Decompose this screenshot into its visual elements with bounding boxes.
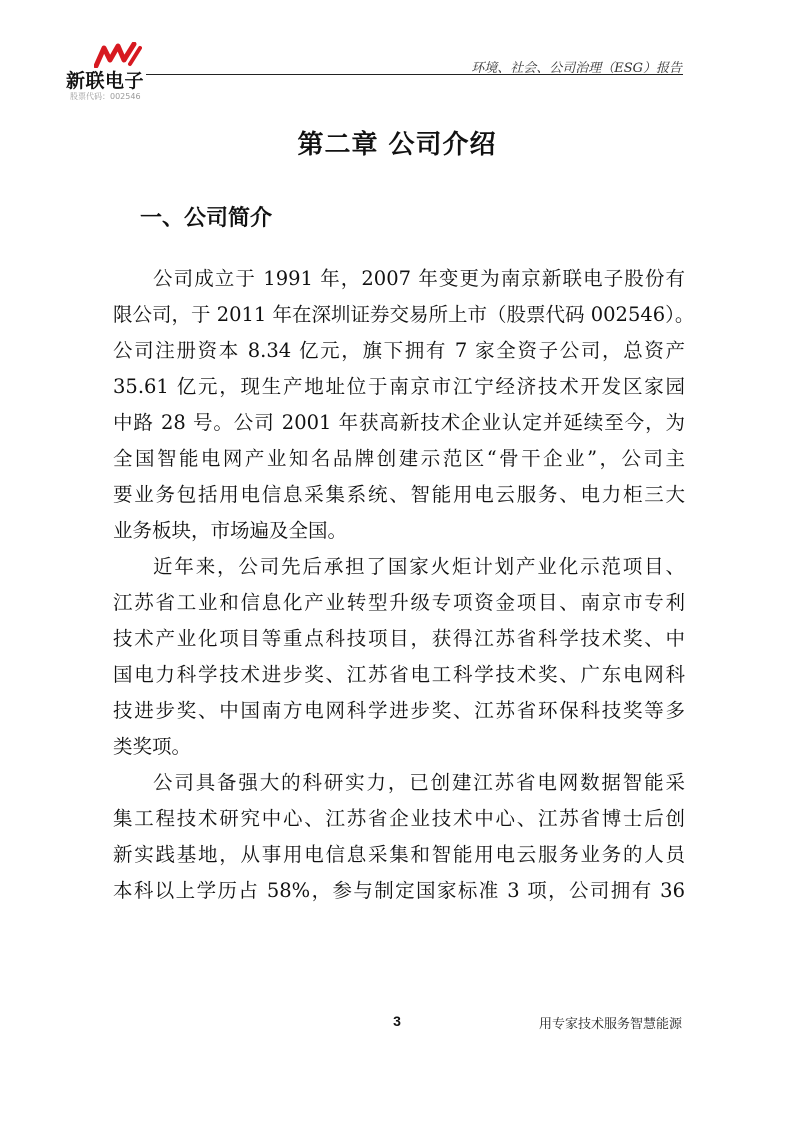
text-line: 近年来，公司先后承担了国家火炬计划产业化示范项目、 <box>153 555 685 578</box>
text-line: 全国智能电网产业知名品牌创建示范区“骨干企业”，公司主 <box>113 447 685 470</box>
section-title: 一、公司简介 <box>140 205 273 231</box>
text-line: 要业务包括用电信息采集系统、智能用电云服务、电力柜三大 <box>113 483 685 506</box>
text-line: 中路 28 号。公司 2001 年获高新技术企业认定并延续至今，为 <box>113 411 685 434</box>
text-line: 集工程技术研究中心、江苏省企业技术中心、江苏省博士后创 <box>113 807 685 830</box>
logo-mark-icon <box>94 42 142 68</box>
text-line: 公司成立于 1991 年，2007 年变更为南京新联电子股份有 <box>153 267 685 290</box>
text-line: 公司注册资本 8.34 亿元，旗下拥有 7 家全资子公司，总资产 <box>113 339 685 362</box>
body-text <box>113 261 695 909</box>
text-line: 业务板块，市场遍及全国。 <box>113 519 348 542</box>
text-line: 技术产业化项目等重点科技项目，获得江苏省科学技术奖、中 <box>113 627 685 650</box>
paragraph-research-strength <box>113 765 685 909</box>
text-line: 新实践基地，从事用电信息采集和智能用电云服务业务的人员 <box>113 843 685 866</box>
paragraph-company-overview <box>113 261 695 549</box>
logo-text: 新联电子 <box>66 70 145 92</box>
stock-code: 股票代码：002546 <box>70 92 141 101</box>
paragraph-projects-awards <box>113 549 685 765</box>
text-line: 35.61 亿元，现生产地址位于南京市江宁经济技术开发区家园 <box>113 375 685 398</box>
text-line: 公司具备强大的科研实力，已创建江苏省电网数据智能采 <box>153 771 685 794</box>
text-line: 本科以上学历占 58%，参与制定国家标准 3 项，公司拥有 36 <box>113 879 685 902</box>
text-line: 江苏省工业和信息化产业转型升级专项资金项目、南京市专利 <box>113 591 685 614</box>
text-line: 类奖项。 <box>113 735 192 758</box>
text-line: 限公司，于 2011 年在深圳证券交易所上市（股票代码 002546）。 <box>113 303 695 326</box>
footer-slogan: 用专家技术服务智慧能源 <box>538 1017 682 1032</box>
report-title: 环境、社会、公司治理（ESG）报告 <box>471 61 682 76</box>
page-number: 3 <box>393 1013 401 1029</box>
header-divider <box>146 74 683 75</box>
company-logo <box>66 42 158 102</box>
text-line: 技进步奖、中国南方电网科学进步奖、江苏省环保科技奖等多 <box>113 699 685 722</box>
text-line: 国电力科学技术进步奖、江苏省电工科学技术奖、广东电网科 <box>113 663 685 686</box>
chapter-title: 第二章 公司介绍 <box>297 130 497 160</box>
